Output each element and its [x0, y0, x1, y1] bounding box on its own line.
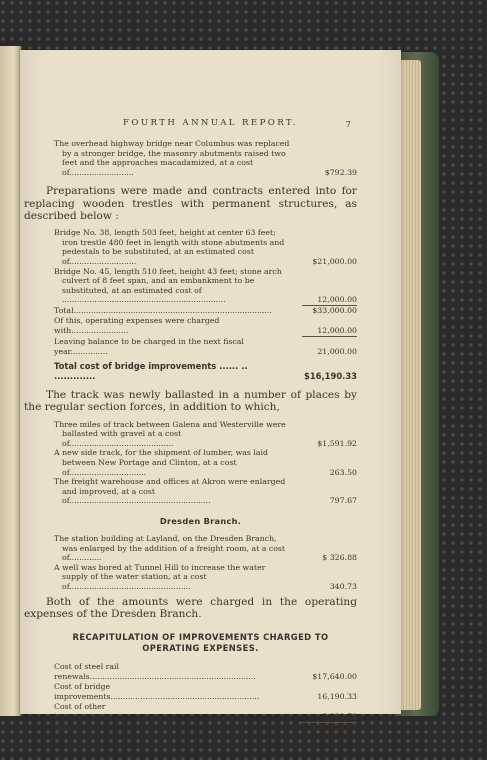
row-label: Of this, operating expenses were charged with.......................	[54, 316, 220, 336]
item-text: Bridge No. 38, length 503 feet, height at center 63 feet; iron trestle 480 feet in length with stone abutments and pedestals to be substituted, at an estimated cost of...........................	[54, 228, 285, 267]
row-label: Cost of steel rail renewals...................................................................	[54, 661, 256, 681]
page-body	[24, 139, 357, 733]
item-text: The station building at Layland, on the Dresden Branch, was enlarged by the addition of a freight room, at a cost of.............	[54, 533, 286, 563]
bridge-total-row	[24, 306, 357, 316]
page-number: 7	[345, 120, 351, 130]
row-amount: $37,151.03	[312, 722, 357, 732]
item-text: A well was bored at Tunnel Hill to increase the water supply of the water station, at a cost of.................................................	[54, 562, 266, 591]
book-page	[20, 50, 401, 732]
item-text: Three miles of track between Galena and Westerville were ballasted with gravel at a cost of..........................................	[54, 419, 286, 448]
recap-total-row	[24, 723, 357, 733]
item-amount: $21,000.00	[312, 257, 357, 267]
balance-row	[24, 337, 357, 357]
track-item-akron	[24, 477, 357, 506]
overhead-bridge-item	[24, 139, 357, 177]
recap-heading	[24, 632, 357, 654]
item-text: Bridge No. 45, length 510 feet, height 43 feet; stone arch culvert of 8 feet span, and an embankment to be substituted, at an estimated cost of ..................................................................	[54, 266, 282, 305]
item-amount: 797.67	[329, 496, 357, 506]
recap-row-rail	[24, 662, 357, 682]
running-title: FOURTH ANNUAL REPORT.	[123, 118, 298, 128]
row-label: Total cost of bridge improvements ...... .. .............	[54, 361, 248, 382]
item-amount: 263.50	[329, 467, 357, 477]
row-amount: 3,320.70	[322, 711, 357, 721]
trestles-paragraph: Preparations were made and contracts entered into for replacing wooden trestles with permanent structures, as described below :	[24, 185, 357, 222]
item-amount: $ 326.88	[322, 553, 357, 563]
track-paragraph: The track was newly ballasted in a number of places by the regular section forces, in addition to which,	[24, 389, 357, 414]
item-text: A new side track, for the shipment of lumber, was laid between New Portage and Clinton, at a cost of...............................	[54, 448, 269, 477]
item-text: The overhead highway bridge near Columbus was replaced by a stronger bridge, the masonry abutments raised two feet and the approaches macadamized, at a cost of..........................	[54, 139, 290, 177]
item-text: The freight warehouse and offices at Akron were enlarged and improved, at a cost of.........................................................	[54, 477, 286, 506]
row-label: Cost of bridge improvements............................................................	[54, 681, 260, 701]
row-label: Total................................................................................	[54, 306, 272, 316]
recap-heading-line2: OPERATING EXPENSES.	[142, 642, 259, 653]
row-amount: $33,000.00	[312, 306, 357, 316]
row-label: Leaving balance to be charged in the next fiscal year...............	[54, 337, 244, 357]
item-amount: 12,000.00	[317, 295, 357, 305]
row-amount: 16,190.33	[317, 691, 357, 701]
row-amount: 21,000.00	[317, 347, 357, 357]
operating-charged-row	[24, 316, 357, 336]
dresden-item-tunnel-hill	[24, 563, 357, 592]
dresden-heading: Dresden Branch.	[159, 515, 242, 526]
bridge-38-item	[24, 228, 357, 266]
row-amount: $17,640.00	[312, 671, 357, 681]
recap-heading-line1: RECAPITULATION OF IMPROVEMENTS CHARGED TO	[72, 632, 329, 643]
facing-page-edge	[0, 46, 21, 716]
dresden-paragraph: Both of the amounts were charged in the operating expenses of the Dresden Branch.	[24, 595, 357, 620]
row-label: Total.......................................................................................	[54, 722, 290, 732]
row-amount: $16,190.33	[304, 371, 357, 382]
bridge-45-item	[24, 267, 357, 305]
recap-row-bridge	[24, 682, 357, 702]
bridge-cost-row	[24, 361, 357, 381]
item-amount: 340.73	[329, 581, 357, 591]
track-item-side-track	[24, 448, 357, 477]
row-label: Cost of other improvements..............................................................	[54, 701, 265, 721]
track-item-galena	[24, 420, 357, 449]
item-amount: $792.39	[324, 167, 357, 177]
dresden-item-layland	[24, 534, 357, 563]
item-amount: $1,591.92	[317, 438, 357, 448]
row-amount: 12,000.00	[317, 326, 357, 336]
recap-row-other	[24, 702, 357, 722]
